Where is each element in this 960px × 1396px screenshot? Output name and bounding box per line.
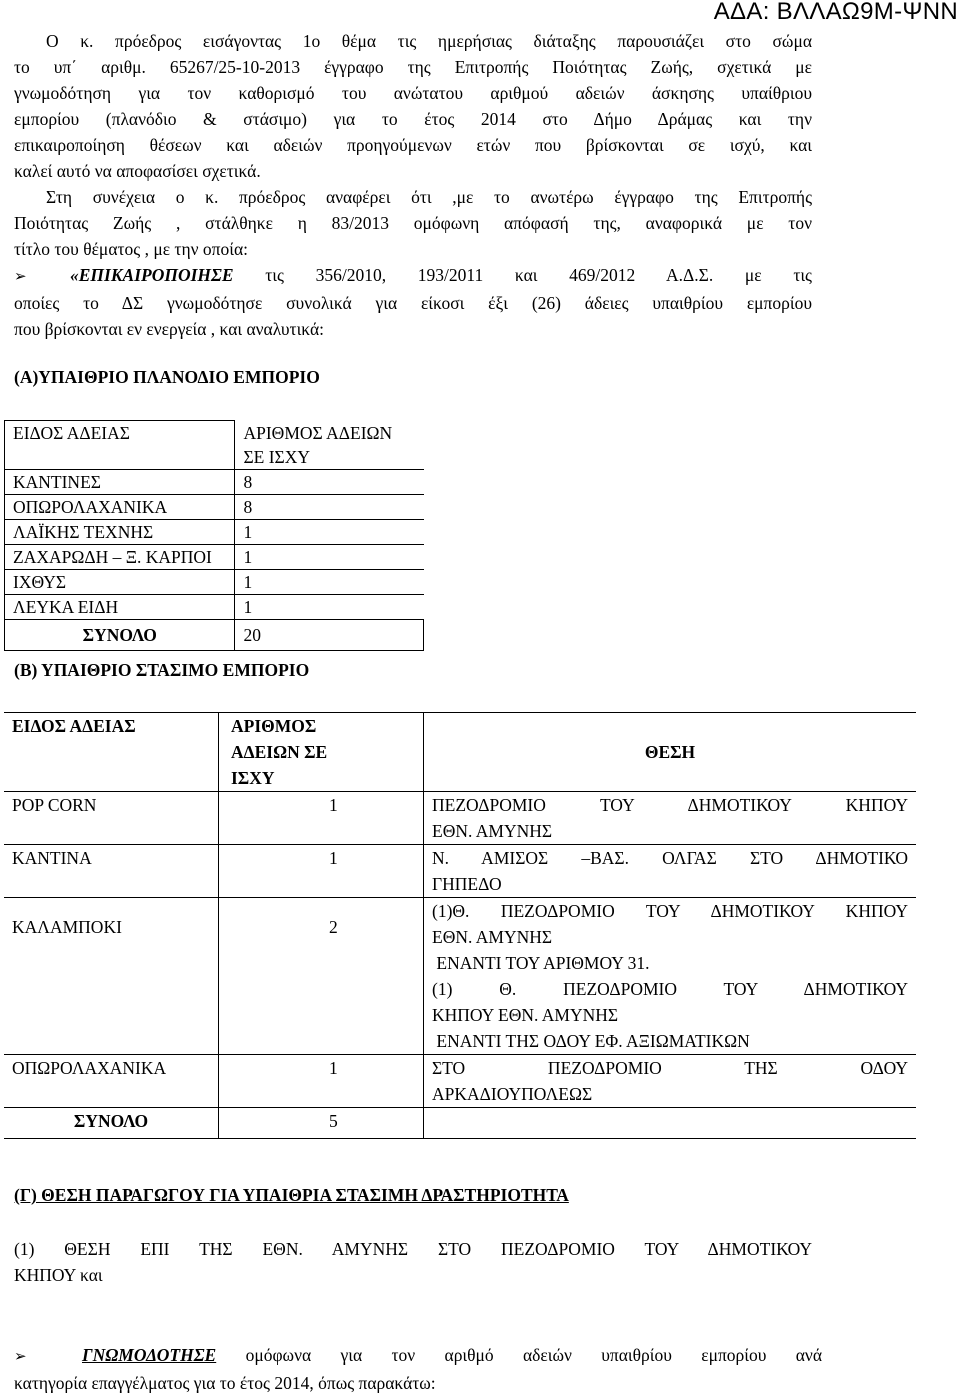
table-row [4, 845, 916, 898]
table-total-row [5, 619, 424, 650]
total-value: 5 [219, 1108, 424, 1139]
table-cell: ΛΑΪΚΗΣ ΤΕΧΝΗΣ [5, 519, 235, 544]
table-row [4, 1055, 916, 1108]
table-row [5, 569, 424, 594]
intro-line: γνωμοδότηση για τον καθορισμό του ανώτατου αριθμού αδειών άσκησης υπαίθριου [14, 83, 812, 103]
intro-line: καλεί αυτό να αποφασίσει σχετικά. [14, 161, 261, 181]
table-row [4, 792, 916, 845]
section-a-table [4, 420, 424, 651]
closing-line: κατηγορία επαγγέλματος για το έτος 2014, όπως παρακάτω: [14, 1373, 436, 1393]
closing-text: ομόφωνα για τον αριθμό αδειών υπαιθρίου εμπορίου ανά [216, 1345, 822, 1365]
table-cell: 8 [235, 494, 424, 519]
table-cell: 1 [235, 569, 424, 594]
closing-paragraph [14, 1342, 822, 1396]
continuation-line: Ποιότητας Ζωής , στάλθηκε η 83/2013 ομόφωνη απόφασή της, αναφορικά με τον [14, 213, 812, 233]
table-cell: 1 [235, 544, 424, 569]
table-cell [424, 1108, 917, 1139]
bullet-emphasis: «ΕΠΙΚΑΙΡΟΠΟΙΗΣΕ [70, 265, 234, 285]
table-cell: 1 [219, 792, 424, 845]
continuation-line: τίτλο του θέματος , με την οποία: [14, 239, 248, 259]
table-cell: 1 [235, 594, 424, 619]
bullet-text: τις 356/2010, 193/2011 και 469/2012 Α.Δ.Σ. με τις [233, 265, 812, 285]
ada-code: ΑΔΑ: ΒΛΛΑΩ9Μ-ΨΝΝ [713, 0, 958, 25]
table-cell: ΟΠΩΡΟΛΑΧΑΝΙΚΑ [5, 494, 235, 519]
closing-emphasis: ΓΝΩΜΟΔΟΤΗΣΕ [82, 1345, 217, 1365]
table-row [5, 494, 424, 519]
arrow-bullet-icon: ➢ [14, 269, 27, 285]
continuation-line: οποίες το ΔΣ γνωμοδότησε συνολικά για είκοσι έξι (26) άδειες υπαιθρίου εμπορίου [14, 293, 812, 313]
section-b-title: (Β) ΥΠΑΙΘΡΙΟ ΣΤΑΣΙΜΟ ΕΜΠΟΡΙΟ [14, 660, 310, 680]
intro-line: εμπορίου (πλανόδιο & στάσιμο) για το έτος 2014 στο Δήμο Δράμας και την [14, 109, 812, 129]
table-row [5, 519, 424, 544]
header-cell: ΑΡΙΘΜΟΣ ΑΔΕΙΩΝ ΣΕ ΙΣΧΥ [219, 713, 424, 792]
table-cell: 1 [235, 519, 424, 544]
total-value: 20 [235, 619, 424, 650]
header-cell: ΕΙΔΟΣ ΑΔΕΙΑΣ [4, 713, 219, 792]
table-header-row [4, 713, 916, 792]
intro-line: το υπ΄ αριθμ. 65267/25-10-2013 έγγραφο της Επιτροπής Ποιότητας Ζωής, σχετικά με [14, 57, 812, 77]
closing-line [14, 1342, 822, 1370]
table-header-row [5, 421, 424, 470]
continuation-line: Στη συνέχεια ο κ. πρόεδρος αναφέρει ότι ,με το ανωτέρω έγγραφο της Επιτροπής [46, 187, 812, 207]
intro-line: Ο κ. πρόεδρος εισάγοντας 1ο θέμα τις ημερήσιας διάταξης παρουσιάζει στο σώμα [46, 31, 812, 51]
table-cell: 1 [219, 1055, 424, 1108]
section-c-title: (Γ) ΘΕΣΗ ΠΑΡΑΓΩΓΟΥ ΓΙΑ ΥΠΑΙΘΡΙΑ ΣΤΑΣΙΜΗ ΔΡΑΣΤΗΡΙΟΤΗΤΑ [14, 1185, 569, 1205]
table-cell: ΚΑΝΤΙΝΑ [4, 845, 219, 898]
table-row [5, 544, 424, 569]
header-cell: ΑΡΙΘΜΟΣ ΑΔΕΙΩΝ ΣΕ ΙΣΧΥ [235, 421, 424, 470]
arrow-bullet-icon: ➢ [14, 1349, 27, 1365]
table-cell: ΣΤΟ ΠΕΖΟΔΡΟΜΙΟ ΤΗΣ ΟΔΟΥ ΑΡΚΑΔΙΟΥΠΟΛΕΩΣ [424, 1055, 917, 1108]
table-cell: ΠΕΖΟΔΡΟΜΙΟ ΤΟΥ ΔΗΜΟΤΙΚΟΥ ΚΗΠΟΥ ΕΘΝ. ΑΜΥΝΗΣ [424, 792, 917, 845]
section-c-line: ΚΗΠΟΥ και [14, 1265, 103, 1285]
section-a-title: (Α)ΥΠΑΙΘΡΙΟ ΠΛΑΝΟΔΙΟ ΕΜΠΟΡΙΟ [14, 367, 320, 387]
section-b-table [4, 712, 916, 1139]
table-row [4, 898, 916, 1055]
table-total-row [4, 1108, 916, 1139]
section-c-line: (1) ΘΕΣΗ ΕΠΙ ΤΗΣ ΕΘΝ. ΑΜΥΝΗΣ ΣΤΟ ΠΕΖΟΔΡΟΜΙΟ ΤΟΥ ΔΗΜΟΤΙΚΟΥ [14, 1239, 812, 1259]
table-cell: ΚΑΛΑΜΠΟΚΙ [4, 898, 219, 1055]
table-cell: (1)Θ. ΠΕΖΟΔΡΟΜΙΟ ΤΟΥ ΔΗΜΟΤΙΚΟΥ ΚΗΠΟΥ ΕΘΝ. ΑΜΥΝΗΣ ΕΝΑΝΤΙ ΤΟΥ ΑΡΙΘΜΟΥ 31. (1) Θ. ΠΕΖΟΔΡΟΜΙΟ ΤΟΥ ΔΗΜΟΤΙΚΟΥ ΚΗΠΟΥ ΕΘΝ. ΑΜΥΝΗΣ ΕΝΑΝΤΙ ΤΗΣ ΟΔΟΥ ΕΦ. ΑΞΙΩΜΑΤΙΚΩΝ [424, 898, 917, 1055]
table-cell: ΚΑΝΤΙΝΕΣ [5, 469, 235, 494]
section-c-text [14, 1236, 812, 1288]
bullet-line [14, 262, 812, 290]
table-cell: ΛΕΥΚΑ ΕΙΔΗ [5, 594, 235, 619]
table-cell: 1 [219, 845, 424, 898]
total-label: ΣΥΝΟΛΟ [4, 1108, 219, 1139]
table-cell: 2 [219, 898, 424, 1055]
intro-line: επικαιροποίηση θέσεων και αδειών προηγούμενων ετών που βρίσκονται σε ισχύ, και [14, 135, 812, 155]
table-row [5, 469, 424, 494]
table-cell: Ν. ΑΜΙΣΟΣ –ΒΑΣ. ΟΛΓΑΣ ΣΤΟ ΔΗΜΟΤΙΚΟ ΓΗΠΕΔΟ [424, 845, 917, 898]
intro-paragraph [14, 28, 812, 184]
table-row [5, 594, 424, 619]
table-cell: ΖΑΧΑΡΩΔΗ – Ξ. ΚΑΡΠΟΙ [5, 544, 235, 569]
continuation-paragraph [14, 184, 812, 342]
continuation-line: που βρίσκονται εν ενεργεία , και αναλυτικά: [14, 319, 324, 339]
header-cell: ΘΕΣΗ [424, 713, 917, 792]
total-label: ΣΥΝΟΛΟ [5, 619, 235, 650]
table-cell: POP CORN [4, 792, 219, 845]
table-cell: ΙΧΘΥΣ [5, 569, 235, 594]
table-cell: ΟΠΩΡΟΛΑΧΑΝΙΚΑ [4, 1055, 219, 1108]
table-cell: 8 [235, 469, 424, 494]
header-cell: ΕΙΔΟΣ ΑΔΕΙΑΣ [5, 421, 235, 470]
